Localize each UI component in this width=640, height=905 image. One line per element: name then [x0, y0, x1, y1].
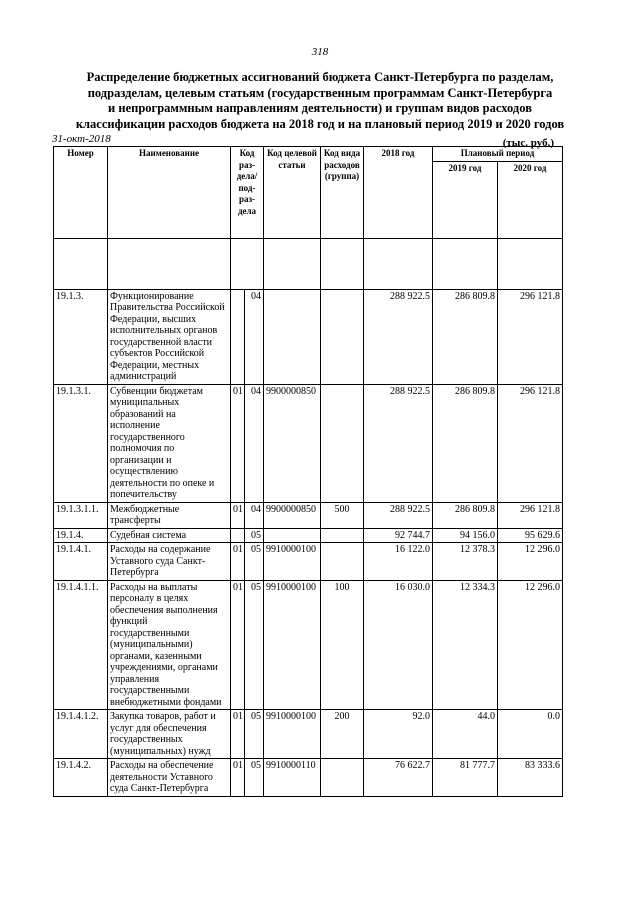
row-name: Расходы на выплаты персоналу в целях обеспечения выполнения функций государственными (муниципальными) органами, казенными учреждениями, органами управления государственными внебюджетными фондами — [108, 580, 231, 710]
row-2018: 92.0 — [364, 710, 433, 759]
row-section — [231, 289, 245, 384]
row-article — [264, 528, 321, 543]
row-section: 01 — [231, 580, 245, 710]
row-2020: 12 296.0 — [498, 543, 563, 581]
row-2020: 296 121.8 — [498, 502, 563, 528]
row-article: 9900000850 — [264, 384, 321, 502]
row-2019: 12 334.3 — [433, 580, 498, 710]
row-subsection: 05 — [245, 580, 264, 710]
row-2020: 95 629.6 — [498, 528, 563, 543]
row-subsection: 05 — [245, 543, 264, 581]
row-2018: 16 030.0 — [364, 580, 433, 710]
header-row — [54, 147, 563, 162]
spacer-cell — [364, 238, 433, 289]
table-row — [54, 289, 563, 384]
row-article: 9910000100 — [264, 580, 321, 710]
title-line: и непрограммным направлениям деятельности) и группам видов расходов — [108, 101, 532, 115]
table-row — [54, 710, 563, 759]
row-2018: 92 744.7 — [364, 528, 433, 543]
row-section: 01 — [231, 384, 245, 502]
table-row — [54, 580, 563, 710]
row-article: 9900000850 — [264, 502, 321, 528]
row-number: 19.1.3. — [54, 289, 108, 384]
spacer-cell — [54, 238, 108, 289]
row-2019: 44.0 — [433, 710, 498, 759]
row-subsection: 04 — [245, 384, 264, 502]
row-2018: 288 922.5 — [364, 502, 433, 528]
spacer-cell — [231, 238, 264, 289]
row-name: Субвенции бюджетам муниципальных образований на исполнение государственного полномочия по организации и осуществлению деятельности по опеке и попечительству — [108, 384, 231, 502]
spacer-cell — [108, 238, 231, 289]
row-subsection: 04 — [245, 289, 264, 384]
row-2019: 286 809.8 — [433, 384, 498, 502]
row-kind — [321, 543, 364, 581]
row-2019: 286 809.8 — [433, 502, 498, 528]
row-number: 19.1.4.1.1. — [54, 580, 108, 710]
row-2019: 286 809.8 — [433, 289, 498, 384]
header-number: Номер — [54, 147, 108, 239]
row-name: Функционирование Правительства Российской Федерации, высших исполнительных органов государственной власти субъектов Российской Федерации, местных администраций — [108, 289, 231, 384]
row-2018: 288 922.5 — [364, 384, 433, 502]
row-number: 19.1.4.1.2. — [54, 710, 108, 759]
header-planned-period: Плановый период — [433, 147, 563, 162]
budget-table — [53, 146, 563, 797]
spacer-cell — [433, 238, 498, 289]
table-row — [54, 528, 563, 543]
row-kind — [321, 289, 364, 384]
document-date: 31-окт-2018 — [52, 133, 111, 145]
row-name: Расходы на обеспечение деятельности Уставного суда Санкт-Петербурга — [108, 759, 231, 797]
title-line: Распределение бюджетных ассигнований бюджета Санкт-Петербурга по разделам, — [86, 70, 554, 84]
row-kind: 100 — [321, 580, 364, 710]
title-line: классификации расходов бюджета на 2018 год и на плановый период 2019 и 2020 годов — [75, 116, 565, 131]
header-spacer-row — [54, 238, 563, 289]
document-title — [50, 70, 590, 132]
row-2018: 288 922.5 — [364, 289, 433, 384]
title-line: подразделам, целевым статьям (государственным программам Санкт-Петербурга — [87, 85, 553, 100]
row-number: 19.1.4. — [54, 528, 108, 543]
row-section: 01 — [231, 710, 245, 759]
row-2020: 83 333.6 — [498, 759, 563, 797]
row-article: 9910000100 — [264, 543, 321, 581]
row-name: Закупка товаров, работ и услуг для обеспечения государственных (муниципальных) нужд — [108, 710, 231, 759]
row-subsection: 04 — [245, 502, 264, 528]
row-subsection: 05 — [245, 759, 264, 797]
header-2019: 2019 год — [433, 161, 498, 238]
units-label: (тыс. руб.) — [502, 137, 554, 149]
row-2019: 81 777.7 — [433, 759, 498, 797]
header-article: Код целевой статьи — [264, 147, 321, 239]
row-2020: 0.0 — [498, 710, 563, 759]
row-2018: 16 122.0 — [364, 543, 433, 581]
row-section — [231, 528, 245, 543]
row-section: 01 — [231, 759, 245, 797]
row-2019: 12 378.3 — [433, 543, 498, 581]
table-row — [54, 759, 563, 797]
page-number: 318 — [311, 46, 329, 58]
row-2020: 296 121.8 — [498, 384, 563, 502]
spacer-cell — [264, 238, 321, 289]
row-number: 19.1.4.1. — [54, 543, 108, 581]
row-article — [264, 289, 321, 384]
row-kind — [321, 384, 364, 502]
header-2020: 2020 год — [498, 161, 563, 238]
row-name: Межбюджетные трансферты — [108, 502, 231, 528]
row-article: 9910000100 — [264, 710, 321, 759]
spacer-cell — [321, 238, 364, 289]
row-number: 19.1.4.2. — [54, 759, 108, 797]
table-row — [54, 502, 563, 528]
header-section: Код раз- дела/ под- раз- дела — [231, 147, 264, 239]
row-kind — [321, 528, 364, 543]
row-kind: 200 — [321, 710, 364, 759]
header-name: Наименование — [108, 147, 231, 239]
row-2020: 12 296.0 — [498, 580, 563, 710]
spacer-cell — [498, 238, 563, 289]
row-number: 19.1.3.1. — [54, 384, 108, 502]
row-subsection: 05 — [245, 528, 264, 543]
row-kind — [321, 759, 364, 797]
header-kind: Код вида расходов (группа) — [321, 147, 364, 239]
table-row — [54, 384, 563, 502]
row-name: Судебная система — [108, 528, 231, 543]
header-2018: 2018 год — [364, 147, 433, 239]
row-name: Расходы на содержание Уставного суда Санкт-Петербурга — [108, 543, 231, 581]
row-2018: 76 622.7 — [364, 759, 433, 797]
row-number: 19.1.3.1.1. — [54, 502, 108, 528]
row-article: 9910000110 — [264, 759, 321, 797]
row-section: 01 — [231, 543, 245, 581]
row-2020: 296 121.8 — [498, 289, 563, 384]
row-section: 01 — [231, 502, 245, 528]
row-kind: 500 — [321, 502, 364, 528]
row-subsection: 05 — [245, 710, 264, 759]
table-row — [54, 543, 563, 581]
row-2019: 94 156.0 — [433, 528, 498, 543]
